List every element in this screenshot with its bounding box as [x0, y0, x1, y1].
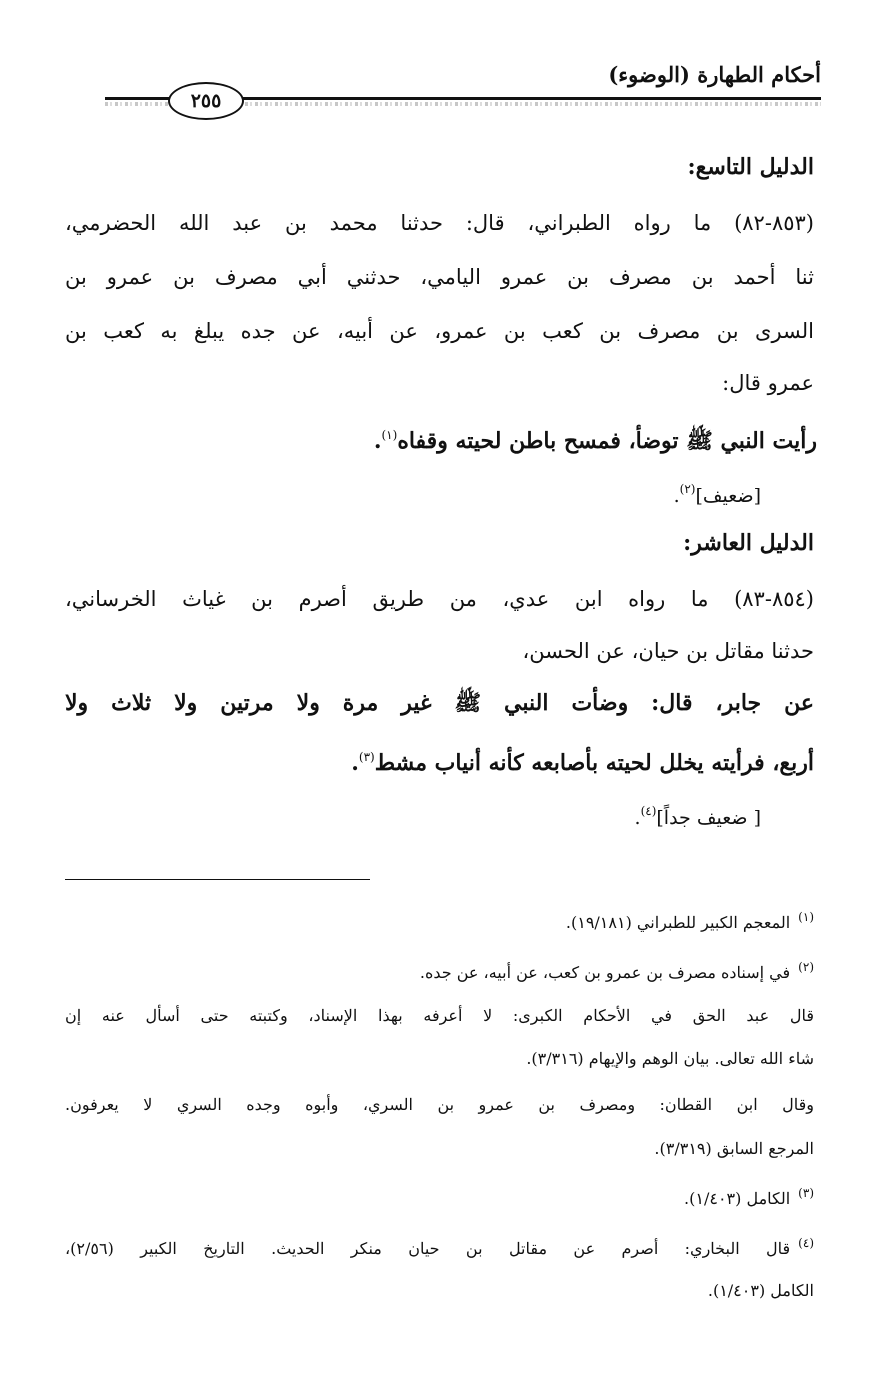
footnote-separator: [65, 879, 370, 880]
page-number: [168, 82, 244, 120]
paragraph-1-line-4: عمرو قال:: [722, 371, 814, 395]
footnote-1-text: المعجم الكبير للطبراني (١٩/١٨١).: [565, 913, 791, 932]
footnote-ref-3: (٣): [358, 750, 375, 764]
page-number-text: ٢٥٥: [190, 90, 222, 112]
hadith-quote-1-text: رأيت النبي ﷺ توضأ، فمسح باطن لحيته وقفاه: [397, 428, 817, 454]
paragraph-1-line-3: السرى بن مصرف بن كعب بن عمرو، عن أبيه، عن جده يبلغ به كعب بن: [65, 319, 814, 343]
grading-1-text: [ضعيف]: [695, 485, 761, 507]
footnote-ref-1: (١): [381, 428, 398, 442]
heading-ninth-evidence: الدليل التاسع:: [687, 154, 814, 180]
hadith-quote-2-end: .: [351, 750, 359, 776]
footnote-4-number: (٤): [798, 1236, 814, 1250]
footnote-1: [566, 904, 814, 936]
grading-1: [674, 474, 761, 511]
grading-2-end: .: [634, 807, 641, 829]
hadith-quote-1: [374, 420, 817, 456]
hadith-quote-1-end: .: [373, 428, 382, 454]
footnote-4-line-2: الكامل (١/٤٠٣).: [707, 1281, 814, 1300]
paragraph-1-line-2: ثنا أحمد بن مصرف بن عمرو اليامي، حدثني أبي مصرف بن عمرو بن: [65, 265, 814, 289]
footnote-3: [684, 1180, 814, 1212]
footnote-2-number: (٢): [798, 960, 814, 974]
footnote-4-line-1: [65, 1230, 814, 1262]
footnote-2-line-2: قال عبد الحق في الأحكام الكبرى: لا أعرفه بهذا الإسناد، وكتبته حتى أسأل عنه إن: [65, 1006, 814, 1025]
footnote-ref-4: (٤): [640, 804, 657, 818]
footnote-ref-2: (٢): [679, 482, 696, 496]
heading-tenth-evidence: الدليل العاشر:: [683, 530, 814, 556]
footnote-3-number: (٣): [798, 1186, 814, 1200]
grading-2: [635, 796, 761, 833]
footnote-4-text: قال البخاري: أصرم عن مقاتل بن حيان منكر الحديث. التاريخ الكبير (٢/٥٦)،: [65, 1239, 791, 1258]
footnote-2-line-4: وقال ابن القطان: ومصرف بن عمرو بن السري، وأبوه وجده السري لا يعرفون.: [65, 1095, 814, 1114]
running-title: أحكام الطهارة (الوضوء): [608, 62, 821, 87]
footnote-1-number: (١): [798, 910, 814, 924]
footnote-2-text: في إسناده مصرف بن عمرو بن كعب، عن أبيه، عن جده.: [419, 963, 791, 982]
grading-2-text: [ ضعيف جداً]: [656, 807, 761, 829]
paragraph-2-line-1: (٨٥٤-٨٣) ما رواه ابن عدي، من طريق أصرم بن غياث الخرساني،: [65, 587, 814, 611]
hadith-quote-2-line-1: عن جابر، قال: وضأت النبي ﷺ غير مرة ولا مرتين ولا ثلاث ولا: [65, 690, 814, 716]
footnote-3-text: الكامل (١/٤٠٣).: [684, 1189, 791, 1208]
paragraph-1-line-1: (٨٥٣-٨٢) ما رواه الطبراني، قال: حدثنا محمد بن عبد الله الحضرمي،: [65, 211, 814, 235]
hadith-quote-2-line-2: [351, 742, 814, 778]
grading-1-end: .: [673, 485, 680, 507]
hadith-quote-2-text: أربع، فرأيته يخلل لحيته بأصابعه كأنه أنياب مشط: [374, 750, 814, 776]
footnote-2-line-5: المرجع السابق (٣/٣١٩).: [654, 1139, 814, 1158]
paragraph-2-line-2: حدثنا مقاتل بن حيان، عن الحسن،: [522, 639, 814, 663]
footnote-2-line-1: [420, 954, 814, 986]
footnote-2-line-3: شاء الله تعالى. بيان الوهم والإيهام (٣/٣١٦).: [526, 1049, 814, 1068]
